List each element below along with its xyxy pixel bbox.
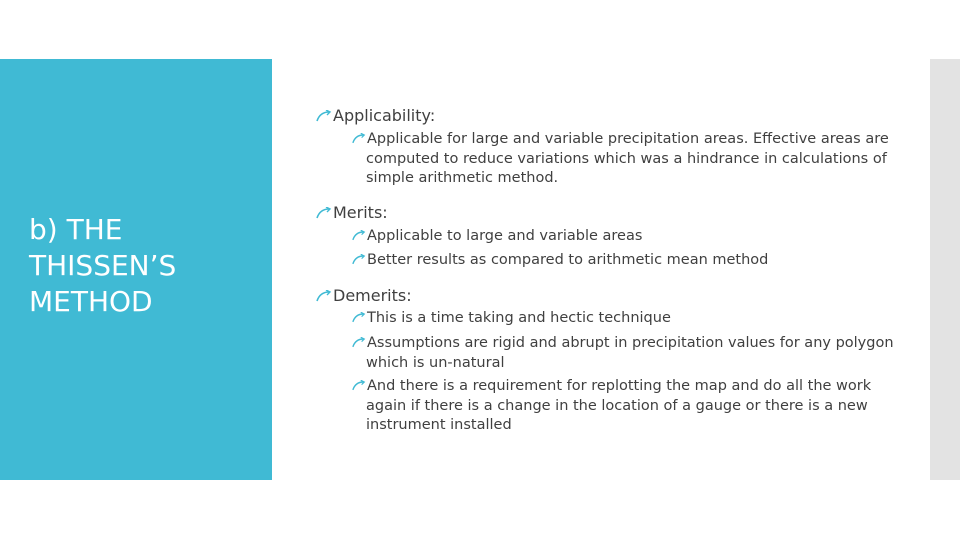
bullet-text: Applicable to large and variable areas bbox=[367, 228, 643, 244]
slide-title: b) THE THISSEN’S METHOD bbox=[29, 213, 177, 318]
section-heading: Demerits: bbox=[333, 286, 412, 305]
curved-arrow-icon bbox=[316, 290, 332, 302]
bullet-merits-item-2 bbox=[352, 251, 896, 271]
bullet-text: Applicable for large and variable precipitation areas. Effective areas are computed to reduce variations which was a hindrance in calculations of simple arithmetic method. bbox=[366, 131, 889, 186]
bullet-applicability-item bbox=[352, 130, 896, 189]
curved-arrow-icon bbox=[352, 133, 366, 144]
bullet-demerits-item-1 bbox=[352, 309, 896, 329]
section-heading: Merits: bbox=[333, 203, 388, 222]
curved-arrow-icon bbox=[352, 230, 366, 241]
curved-arrow-icon bbox=[316, 110, 332, 122]
bullet-text: And there is a requirement for replotting the map and do all the work again if there is a change in the location of a gauge or there is a new instrument installed bbox=[366, 378, 872, 433]
bullet-merits-item-1 bbox=[352, 227, 896, 247]
curved-arrow-icon bbox=[352, 337, 366, 348]
section-heading: Applicability: bbox=[333, 106, 436, 125]
bullet-demerits-item-2 bbox=[352, 334, 896, 373]
curved-arrow-icon bbox=[352, 254, 366, 265]
bullet-merits bbox=[316, 203, 388, 222]
bullet-demerits-item-3 bbox=[352, 377, 896, 436]
bullet-demerits bbox=[316, 286, 412, 305]
curved-arrow-icon bbox=[352, 312, 366, 323]
bullet-text: Better results as compared to arithmetic mean method bbox=[367, 252, 769, 268]
bullet-text: This is a time taking and hectic technique bbox=[367, 310, 671, 326]
bullet-text: Assumptions are rigid and abrupt in precipitation values for any polygon which is un-natural bbox=[366, 335, 894, 371]
curved-arrow-icon bbox=[352, 380, 366, 391]
bullet-applicability bbox=[316, 106, 435, 125]
curved-arrow-icon bbox=[316, 207, 332, 219]
